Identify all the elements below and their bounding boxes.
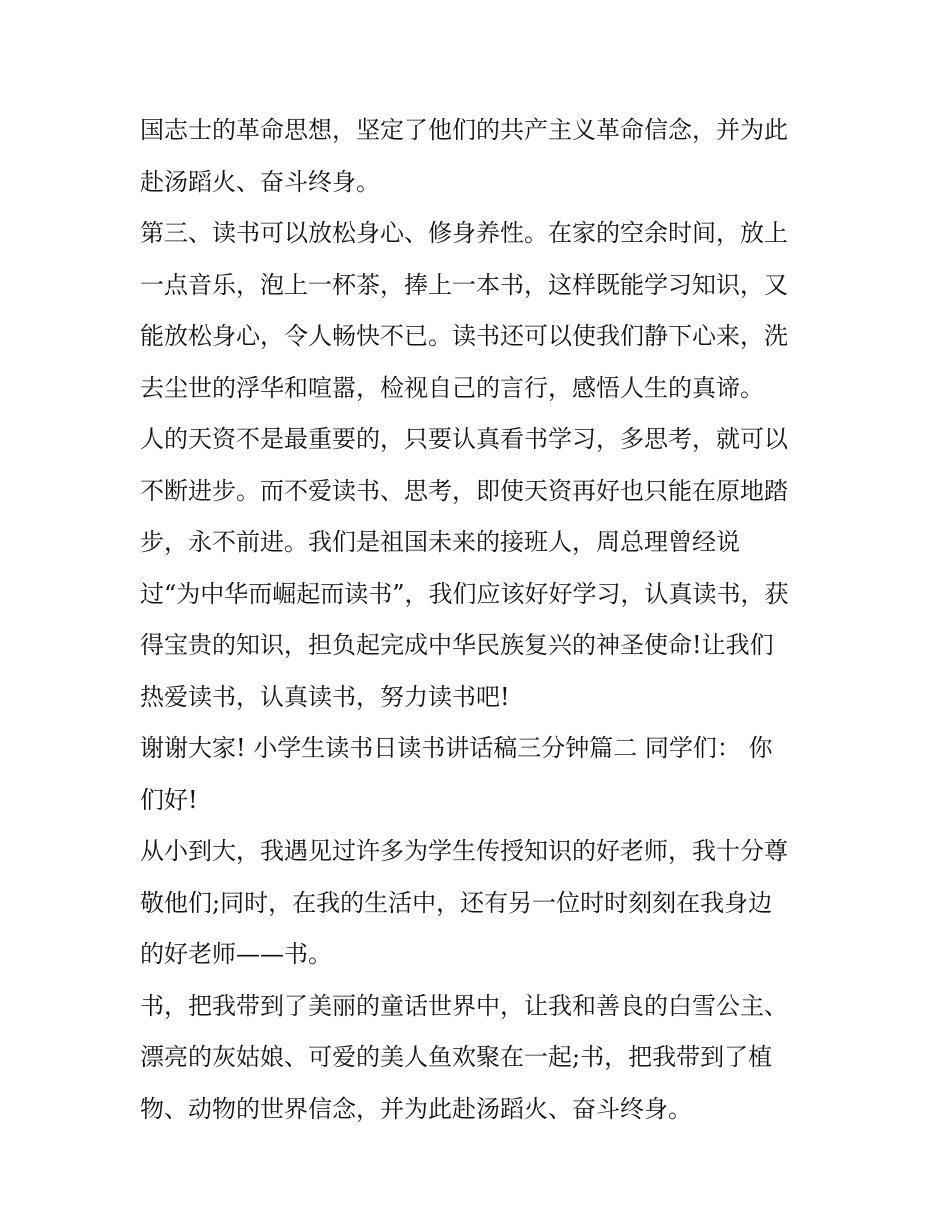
text-line: 能放松身心，令人畅快不已。读书还可以使我们静下心来，洗 xyxy=(140,322,788,350)
text-line: 书，把我带到了美丽的童话世界中，让我和善良的白雪公主、 xyxy=(140,991,788,1020)
text-line: 过“为中华而崛起而读书”，我们应该好好学习，认真读书，获 xyxy=(140,579,789,608)
text-line: 第三、读书可以放松身心、修身养性。在家的空余时间，放上 xyxy=(140,219,788,247)
text-line: 们好! xyxy=(140,785,198,814)
text-line: 从小到大，我遇见过许多为学生传授知识的好老师，我十分尊 xyxy=(140,837,788,865)
text-line: 去尘世的浮华和喧嚣，检视自己的言行，感悟人生的真谛。 xyxy=(140,373,764,402)
text-line: 敬他们;同时，在我的生活中，还有另一位时时刻刻在我身边 xyxy=(140,888,773,917)
text-line: 不断进步。而不爱读书、思考，即使天资再好也只能在原地踏 xyxy=(140,476,788,505)
document-body xyxy=(140,105,830,1135)
text-line: 人的天资不是最重要的，只要认真看书学习，多思考，就可以 xyxy=(140,425,788,453)
text-line: 步，永不前进。我们是祖国未来的接班人，周总理曾经说 xyxy=(140,528,740,556)
text-line: 漂亮的灰姑娘、可爱的美人鱼欢聚在一起;书，把我带到了植 xyxy=(140,1043,773,1071)
text-line: 的好老师——书。 xyxy=(140,940,332,968)
text-line: 热爱读书，认真读书，努力读书吧! xyxy=(140,682,510,711)
text-line: 一点音乐，泡上一杯茶，捧上一本书，这样既能学习知识，又 xyxy=(140,270,788,299)
text-line: 物、动物的世界信念，并为此赴汤蹈火、奋斗终身。 xyxy=(140,1094,692,1123)
text-line: 得宝贵的知识，担负起完成中华民族复兴的神圣使命!让我们 xyxy=(140,631,774,659)
text-line: 赴汤蹈火、奋斗终身。 xyxy=(140,167,380,196)
text-line: 国志士的革命思想，坚定了他们的共产主义革命信念，并为此 xyxy=(140,116,788,144)
text-line: 谢谢大家! 小学生读书日读书讲话稿三分钟篇二 同学们： 你 xyxy=(140,734,773,762)
